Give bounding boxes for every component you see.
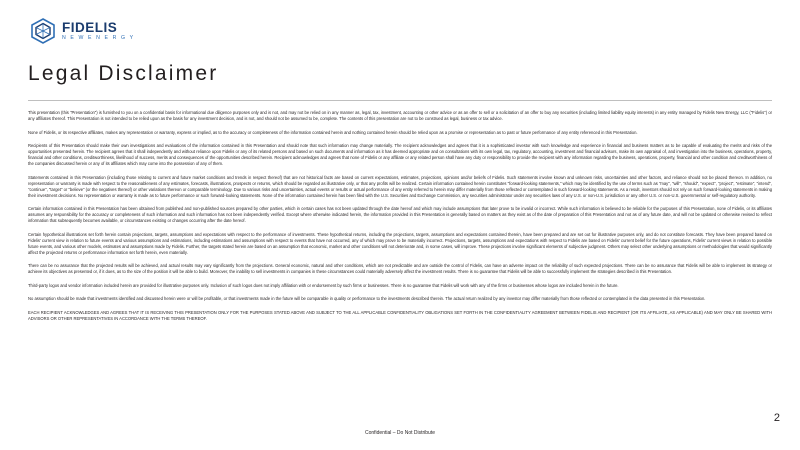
title-divider <box>28 100 772 101</box>
page-title: Legal Disclaimer <box>28 62 219 85</box>
confidentiality-footer: Confidential – Do Not Distribute <box>364 430 436 436</box>
page-number: 2 <box>773 412 780 424</box>
paragraph: Recipients of this Presentation should make their own investigations and evaluations of the information contained in this Presentation and should note that such information may change materially. The recipient acknowledges and agrees that it is a sophisticated investor with such knowledge and experience in financial and business matters as to be capable of evaluating the merits and risks of the opportunities presented herein. The recipient agrees that it shall independently and without reliance upon Fidelis or any of its related persons and based on such documents and information as it has deemed appropriate and on consultations with its own legal, tax, regulatory, accounting, investment and financial advisors, make its own appraisal of, and investigation into the business, operations, property, financial and other conditions, creditworthiness, likelihood of success, merits and consequences of the opportunities described herein. Recipient acknowledges and agrees that none of Fidelis or any affiliate or any related person shall have any duty or responsibility to provide the recipient with any information regarding the business, operations, property, financial and other condition and creditworthiness of the companies discussed herein or any of its affiliates which may come into the possession of any of them. <box>28 143 772 167</box>
paragraph: None of Fidelis, or its respective affiliates, makes any representation or warranty, express or implied, as to the accuracy or completeness of the information contained herein and nothing contained herein should be relied upon as a promise or representation as to past or future performance of any entity referenced in this Presentation. <box>28 129 638 135</box>
paragraph: No assumption should be made that investments identified and discussed herein were or will be profitable, or that investments made in the future will be comparable in quality or performance to the investments described therein. The actual return realized by any investor may differ materially from those reflected or contemplated in the data presented in this Presentation. <box>28 296 706 302</box>
paragraph: This presentation (this "Presentation") is furnished to you on a confidential basis for informational due diligence purposes only and is not, and may not be relied on in any manner as, legal, tax, investment, accounting or other advice or as an offer to sell or a solicitation of an offer to buy any securities (including limited liability equity interests) in any entity managed by Fidelis New Energy, LLC ("Fidelis") or any affiliates thereof. This Presentation is not intended to be relied upon as the basis for any investment decision, and is not, and should not be assumed to be, complete. The contents of this presentation are not to be construed as legal, business or tax advice. <box>28 110 772 122</box>
logo-wordmark: FIDELIS <box>62 19 118 35</box>
paragraph: Certain hypothetical illustrations set forth herein contain projections, targets, assumptions and expectations with respect to the performance of investments. These hypothetical returns, including the projections, targets, assumptions and expectations contained therein, have been prepared and are set out for illustrative purposes only, and do not constitute forecasts. They have been prepared based on Fidelis' current view in relation to future events and various assumptions and estimations, including estimations and assumptions with respect to events that have not occurred, any of which may prove to be materially incorrect. Projections, targets, assumptions and expectations with respect to Fidelis are based on Fidelis' current belief for the future operations, Fidelis' current views in relation to possible future events, and various other models, estimates and assumptions made by Fidelis. Further, the targets stated herein are based on an assumption that economic, market and other conditions will not deteriorate and, in some cases, will improve. These projections involve significant elements of subjective judgment. Others may select other underlying assumptions or methodologies that would significantly affect the projected returns or performance information set forth herein, even materially. <box>28 231 772 255</box>
paragraph: There can be no assurance that the projected results will be achieved, and actual results may vary significantly from the projections. General economic, natural and other conditions, which are not predictable and are outside the control of Fidelis, can have an adverse impact on the reliability of such expected projections. There can be no assurance that Fidelis will be able to implement its strategy or achieve its objectives as presented or, if it does, as to the size of the position it will be able to build. Moreover, the inability to sell investments in companies in these circumstances could materially adversely affect the investment results. There is no guarantee that Fidelis will be able to successfully implement the strategies described in this Presentation. <box>28 263 772 275</box>
brand-logo <box>30 14 774 48</box>
paragraph: Statements contained in this Presentation (including those relating to current and future market conditions and trends in respect thereof) that are not historical facts are based on current expectations, estimates, projections, opinions and/or beliefs of Fidelis. Such statements involve known and unknown risks, uncertainties and other factors, and reliance should not be placed thereon. In addition, no representation or warranty is made with respect to the reasonableness of any estimates, forecasts, illustrations, prospects or returns, which should be regarded as illustrative only, or that any profits will be realized. Certain information contained herein constitutes "forward-looking statements," which may be identified by the use of terms such as "may", "will", "should", "expect", "project", "estimate", "intend", "continue", "target" or "believe" (or the negatives thereof) or other variations thereon or comparable terminology. Due to various risks and uncertainties, actual events or results or actual performance of any entity referred to herein may differ materially from those reflected or contemplated in such forward-looking statements. As a result, investors should not rely on such forward-looking statements in making their investment decisions. No representation or warranty is made as to future performance or such forward-looking statements. None of the information contained herein has been filed with the U.S. Securities and Exchange Commission, any securities administrator under any securities laws of any U.S. or non-U.S. jurisdiction or any other U.S. or non-U.S. governmental or self-regulatory authority. <box>28 174 772 198</box>
hexagon-logo-icon <box>30 18 56 44</box>
paragraph: Certain information contained in this Presentation has been obtained from published and non-published sources prepared by other parties, which in certain cases has not been updated through the date hereof and which may include assumptions that later prove to be invalid or incorrect. While such information is believed to be reliable for the purposes of this Presentation, none of Fidelis, or its affiliates assumes any responsibility for the accuracy or completeness of such information and such information has not been independently verified. Except where otherwise indicated herein, the information provided in this Presentation is generally based on matters as they exist as of the date of preparation of this Presentation and not as of any future date, and will not be updated or otherwise revised to reflect information that subsequently becomes available, or circumstances existing or changes occurring after the date hereof. <box>28 206 772 224</box>
paragraph-acknowledgement: EACH RECIPIENT ACKNOWLEDGES AND AGREES THAT IT IS RECEIVING THIS PRESENTATION ONLY FOR THE PURPOSES STATED ABOVE AND SUBJECT TO THE ALL APPLICABLE CONFIDENTIALITY OBLIGATIONS SET FORTH IN THE CONFIDENTIALITY AGREEMENT BETWEEN FIDELIS AND RECIPIENT (OR ITS AFFILIATE, AS APPLICABLE) AND MAY ONLY BE SHARED WITH ADVISORS OR OTHER REPRESENTATIVES IN ACCORDANCE WITH THE TERMS THEREOF. <box>28 309 772 321</box>
paragraph: Third-party logos and vendor information included herein are provided for illustrative purposes only. Inclusion of such logos does not imply affiliation with or endorsement by such firms or businesses. There is no guarantee that Fidelis will work with any of the firms or businesses whose logos are included herein in the future. <box>28 282 619 288</box>
logo-tagline: N E W E N E R G Y <box>62 35 135 42</box>
disclaimer-body <box>28 110 772 322</box>
